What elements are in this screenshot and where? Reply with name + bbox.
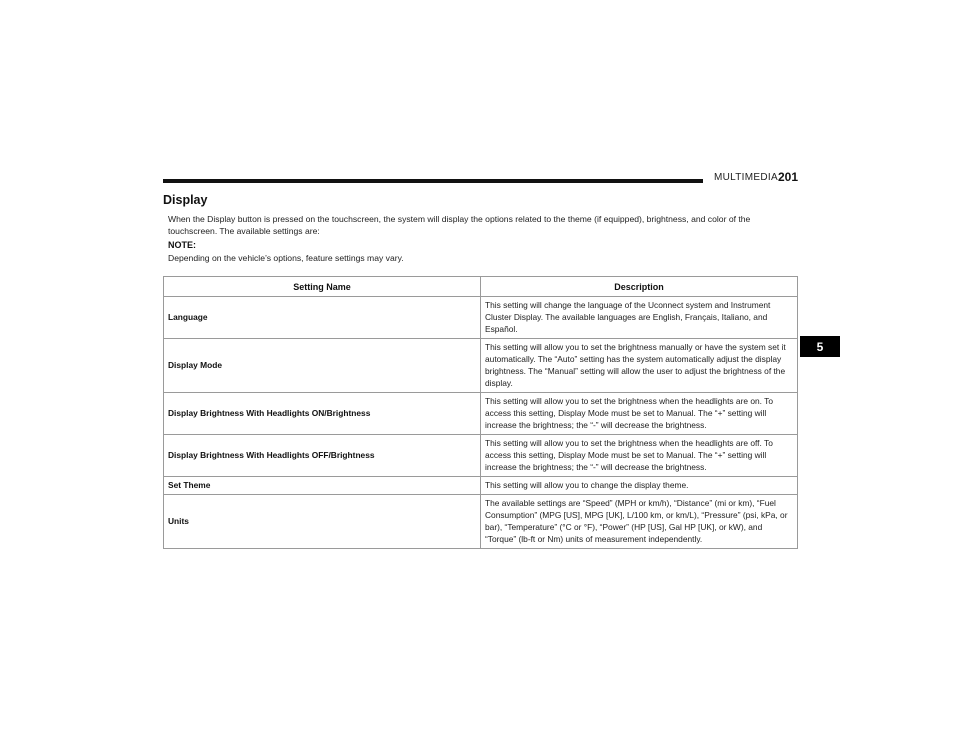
column-header-setting-name: Setting Name — [164, 277, 481, 297]
description-cell: This setting will allow you to set the brightness when the headlights are off. To access this setting, Display Mode must be set to Manual. The “+” setting will increase the brightness; the “-” will decrease the brightness. — [481, 435, 798, 477]
setting-name-cell: Set Theme — [164, 477, 481, 495]
section-title: Display — [163, 193, 208, 207]
description-cell: This setting will change the language of the Uconnect system and Instrument Cluster Display. The available languages are English, Français, Italiano, and Español. — [481, 297, 798, 339]
description-cell: This setting will allow you to set the brightness manually or have the system set it automatically. The “Auto” setting has the system automatically adjust the display brightness. The “Manual” setting will allow the user to adjust the brightness of the display. — [481, 339, 798, 393]
running-header-section: MULTIMEDIA — [714, 172, 778, 183]
note-text: Depending on the vehicle’s options, feature settings may vary. — [168, 253, 404, 263]
table-row — [164, 495, 798, 549]
note-label: NOTE: — [168, 240, 196, 250]
setting-name-cell: Display Mode — [164, 339, 481, 393]
description-cell: This setting will allow you to set the brightness when the headlights are on. To access this setting, Display Mode must be set to Manual. The “+” setting will increase the brightness; the “-” will decrease the brightness. — [481, 393, 798, 435]
page-number: 201 — [778, 170, 799, 184]
column-header-description: Description — [481, 277, 798, 297]
description-cell: This setting will allow you to change the display theme. — [481, 477, 798, 495]
table-row — [164, 477, 798, 495]
settings-table — [163, 276, 798, 549]
table-header-row — [164, 277, 798, 297]
table-row — [164, 393, 798, 435]
setting-name-cell: Display Brightness With Headlights OFF/Brightness — [164, 435, 481, 477]
table-row — [164, 435, 798, 477]
table-row — [164, 297, 798, 339]
intro-paragraph: When the Display button is pressed on the touchscreen, the system will display the options related to the theme (if equipped), brightness, and color of the touchscreen. The available settings are: — [168, 214, 751, 236]
description-cell: The available settings are “Speed” (MPH or km/h), “Distance” (mi or km), “Fuel Consumption” (MPG [US], MPG [UK], L/100 km, or km/L), “Pressure” (psi, kPa, or bar), “Temperature” (°C or °F), “Power” (HP [US], Gal HP [UK], or kW), and “Torque” (lb-ft or Nm) units of measurement independently. — [481, 495, 798, 549]
chapter-tab: 5 — [800, 336, 840, 357]
header-rule — [163, 179, 703, 183]
setting-name-cell: Units — [164, 495, 481, 549]
table-row — [164, 339, 798, 393]
setting-name-cell: Language — [164, 297, 481, 339]
setting-name-cell: Display Brightness With Headlights ON/Brightness — [164, 393, 481, 435]
